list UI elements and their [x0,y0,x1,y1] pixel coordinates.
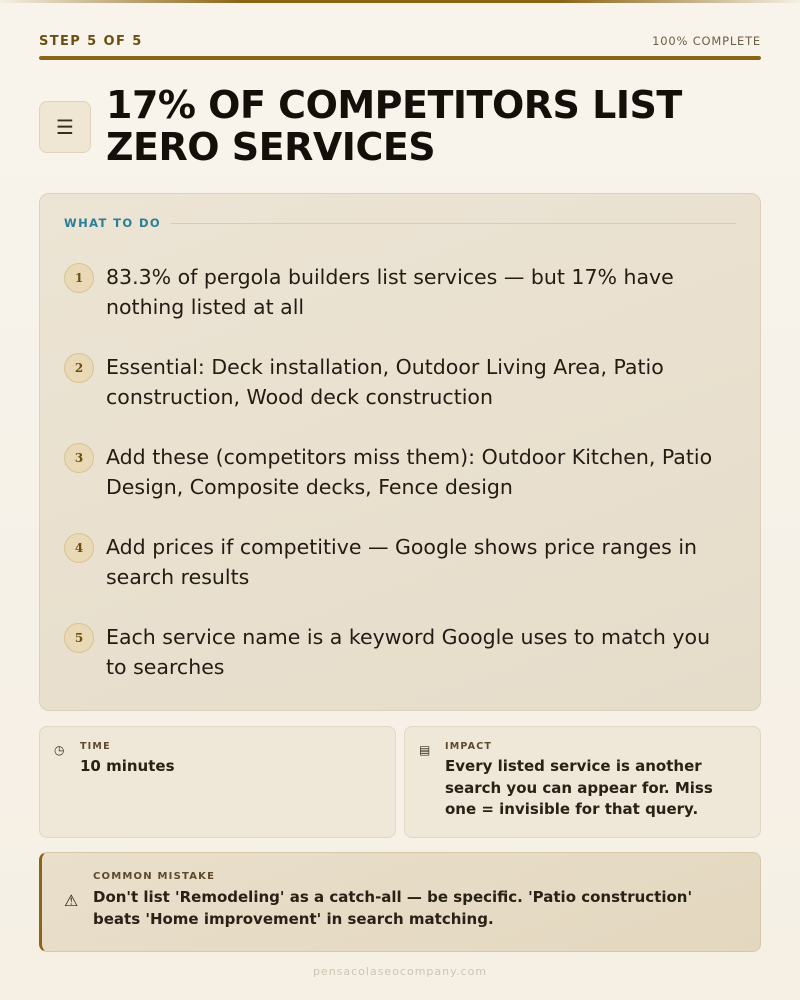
progress-percent-label: 100% COMPLETE [652,34,761,48]
step-number-badge: 3 [64,443,94,473]
step-number-badge: 5 [64,623,94,653]
step-item [64,443,736,533]
progress-bar-fill [39,56,761,60]
step-item [64,623,736,713]
impact-card-body [445,741,745,837]
time-card [39,726,396,838]
step-number-badge: 1 [64,263,94,293]
chart-icon: ▤ [419,743,431,757]
section-title: WHAT TO DO [64,216,162,230]
common-mistake-body [93,871,733,951]
top-accent-bar [0,0,800,3]
step-number-badge: 2 [64,353,94,383]
page-title: 17% OF COMPETITORS LIST ZERO SERVICES [106,83,682,169]
time-value: 10 minutes [80,757,175,775]
step-item [64,263,736,353]
page-header [39,84,761,174]
what-to-do-card [39,193,761,711]
common-mistake-text: Don't list 'Remodeling' as a catch-all — be specific. 'Patio construction' beats 'Home improvement' in search matching. [93,888,693,928]
step-text: Add prices if competitive — Google shows price ranges in search results [106,535,698,589]
progress-bar [39,56,761,60]
time-card-body [80,741,380,837]
impact-card [404,726,761,838]
section-header [64,216,736,230]
common-mistake-label: COMMON MISTAKE [93,871,216,882]
footer-domain: pensacolaseocompany.com [312,965,488,978]
list-icon: ☰ [39,101,91,153]
progress-header [39,33,761,49]
step-number-badge: 4 [64,533,94,563]
step-text: Essential: Deck installation, Outdoor Living Area, Patio construction, Wood deck construction [106,355,664,409]
clock-icon: ◷ [54,743,65,757]
section-divider [171,223,736,224]
step-item [64,353,736,443]
impact-value: Every listed service is another search you can appear for. Miss one = invisible for that query. [445,757,713,818]
time-label: TIME [80,741,111,752]
common-mistake-callout [39,852,761,952]
warning-icon: ⚠ [64,891,79,910]
step-item [64,533,736,623]
step-counter: STEP 5 OF 5 [39,33,143,49]
steps-list [64,263,736,713]
step-text: Add these (competitors miss them): Outdoor Kitchen, Patio Design, Composite decks, Fence design [106,445,713,499]
step-text: Each service name is a keyword Google uses to match you to searches [106,625,711,679]
impact-label: IMPACT [445,741,493,752]
step-text: 83.3% of pergola builders list services — but 17% have nothing listed at all [106,265,674,319]
